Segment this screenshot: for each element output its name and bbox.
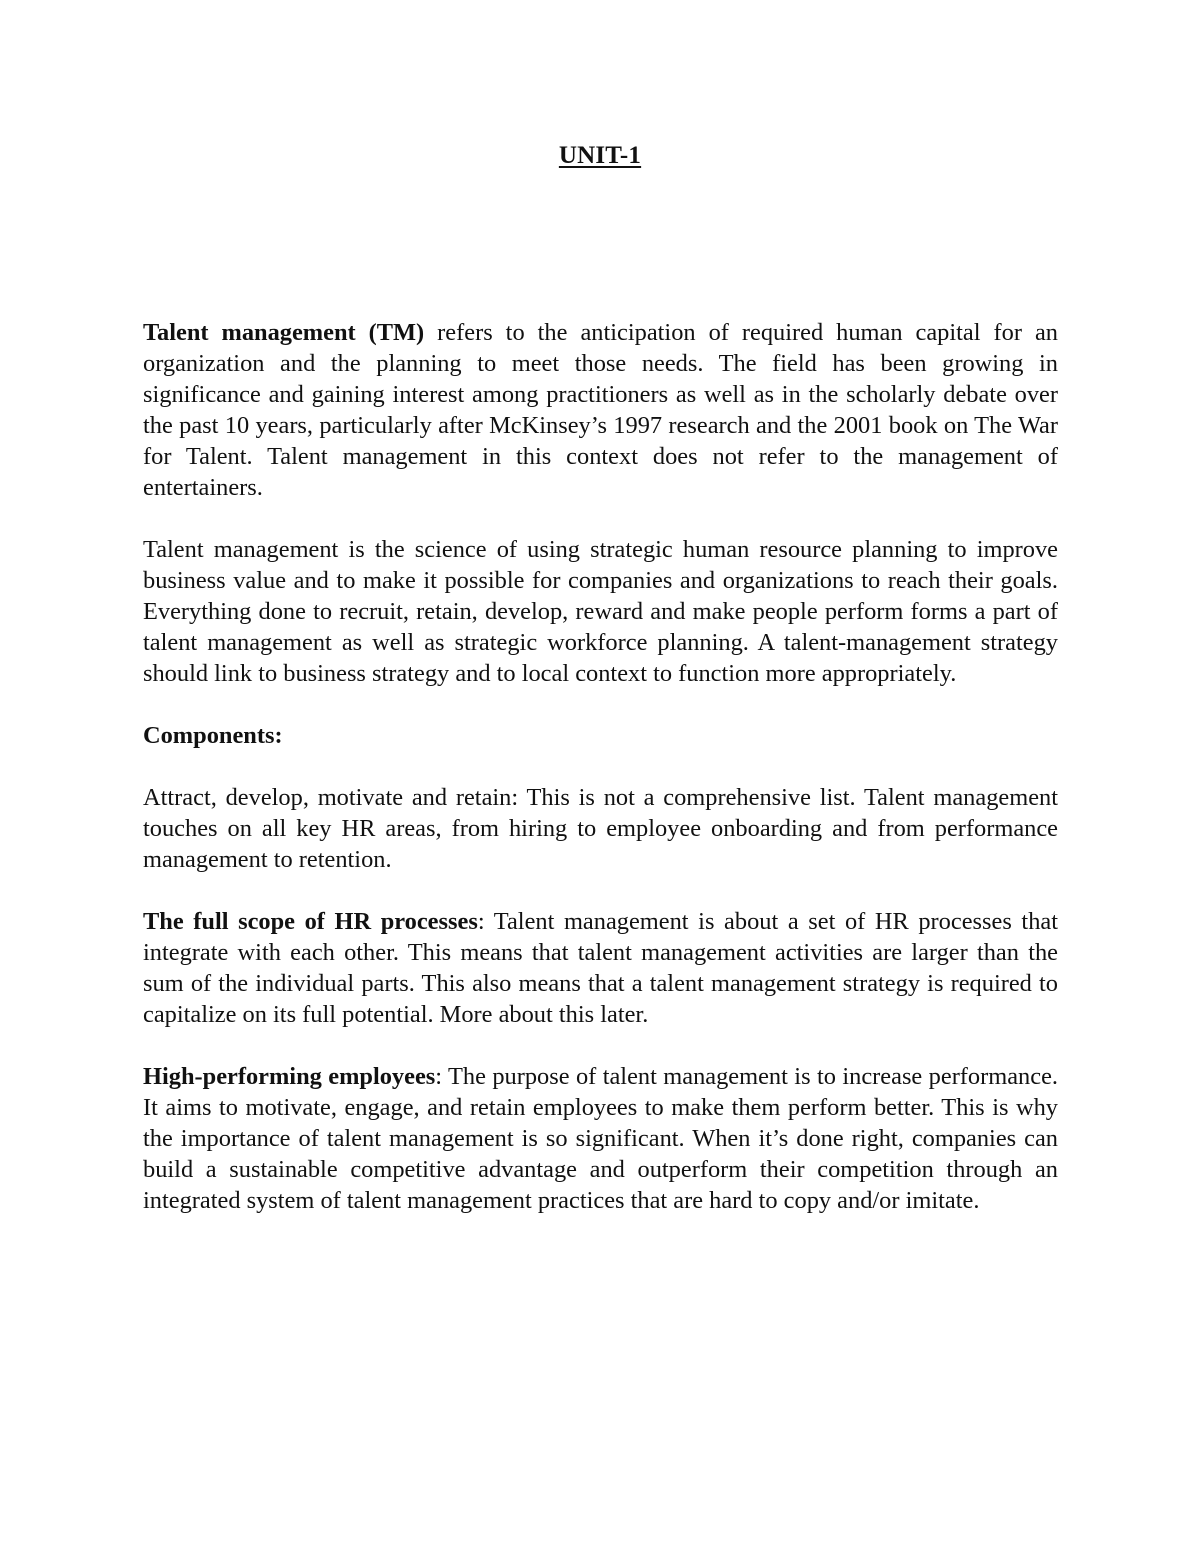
section-heading-components: Components: [143,722,283,749]
paragraph-text: refers to the anticipation of required human capital for an organization and the planning to meet those needs. The field has been growing in significance and gaining interest among practitioners as well as in the scholarly debate over the past 10 years, particularly after McKinsey’s 1997 research and the 2001 book on The War for Talent. Talent management in this context does not refer to the management of entertainers. [143,319,1058,501]
paragraph-text: : The purpose of talent management is to increase performance. It aims to motivate, engage, and retain employees to make them perform better. This is why the importance of talent management is so significant. When it’s done right, companies can build a sustainable competitive advantage and outperform their competition through an integrated system of talent management practices that are hard to copy and/or imitate. [143,1063,1058,1214]
term-high-performing: High-performing employees [143,1063,436,1090]
paragraph-text: Attract, develop, motivate and retain: This is not a comprehensive list. Talent management touches on all key HR areas, from hiring to employee onboarding and from performance management to retention. [143,784,1058,873]
paragraph-text: Talent management is the science of using strategic human resource planning to improve business value and to make it possible for companies and organizations to reach their goals. Everything done to recruit, retain, develop, reward and make people perform forms a part of talent management as well as strategic workforce planning. A talent-management strategy should link to business strategy and to local context to function more appropriately. [143,536,1058,687]
paragraph-full-scope [143,906,1058,1030]
paragraph-attract-develop [143,782,1058,875]
paragraph-high-performing [143,1061,1058,1216]
page-title: UNIT-1 [558,142,642,169]
term-talent-management: Talent management (TM) [143,319,425,346]
paragraph-talent-management-definition [143,317,1058,503]
document-body [143,317,1058,1216]
paragraph-talent-management-science [143,534,1058,689]
paragraph-text: : Talent management is about a set of HR processes that integrate with each other. This means that talent management activities are larger than the sum of the individual parts. This also means that a talent management strategy is required to capitalize on its full potential. More about this later. [143,908,1059,1028]
term-full-scope: The full scope of HR processes [143,908,478,935]
